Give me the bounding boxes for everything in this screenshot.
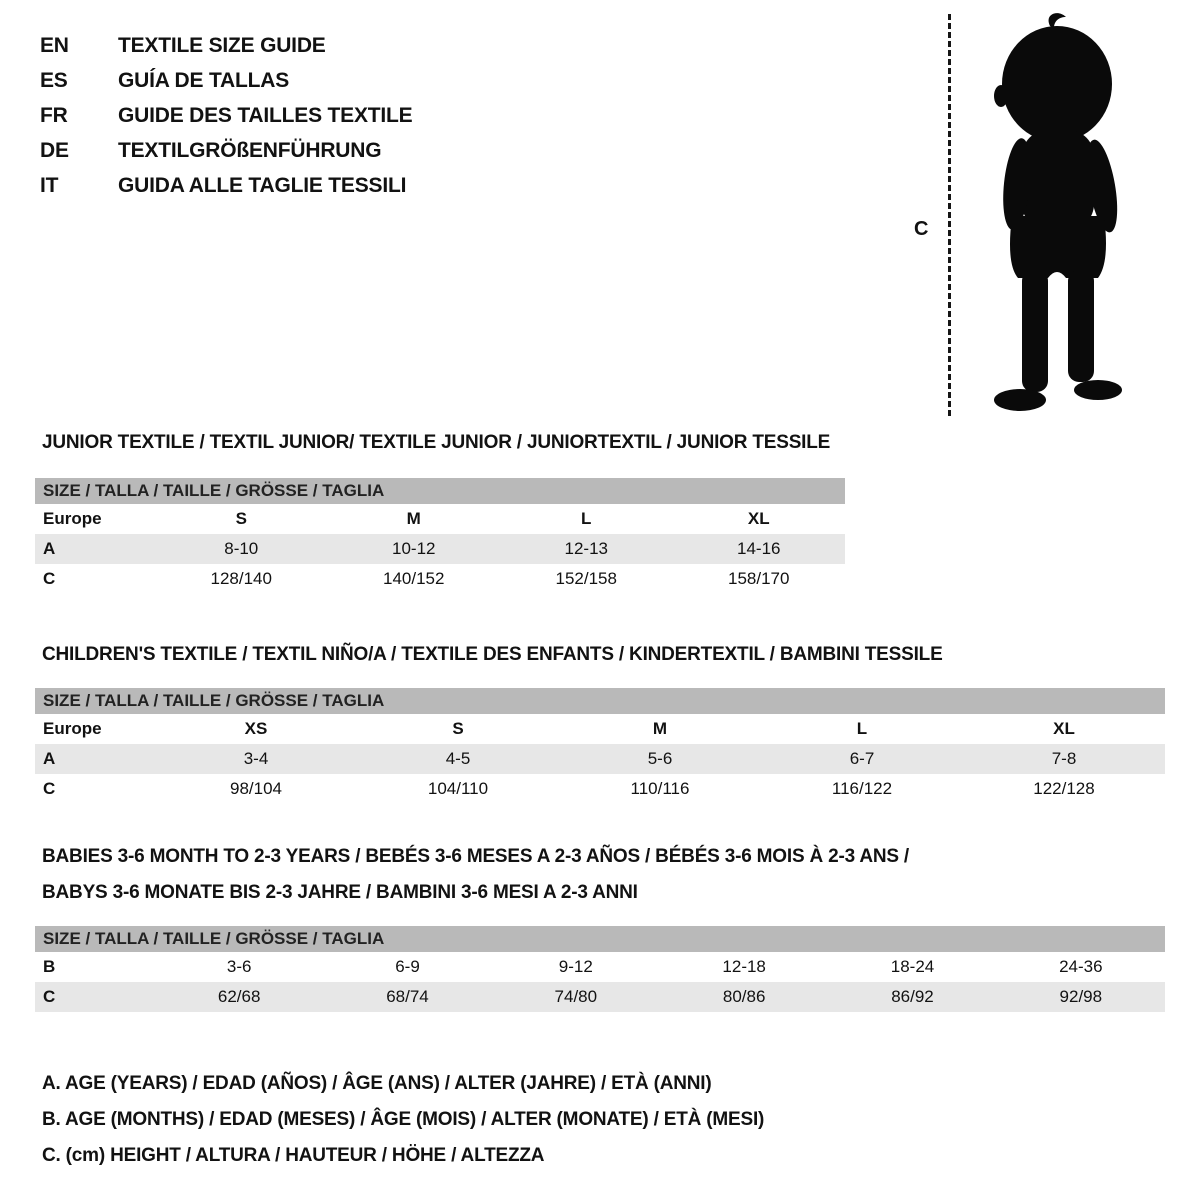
row-label-cell: C [43,987,56,1006]
value-cell: 62/68 [217,987,261,1006]
language-label: TEXTILE SIZE GUIDE [118,33,326,57]
value-cell: 10-12 [392,539,436,558]
row-label-cell: Europe [43,509,102,528]
legend-line-a: A. AGE (YEARS) / EDAD (AÑOS) / ÂGE (ANS) / ALTER (JAHRE) / ETÀ (ANNI) [42,1073,712,1094]
table-row-months [35,952,1165,982]
size-cell: XL [747,509,770,528]
value-cell: 12-13 [564,539,608,558]
value-cell: 9-12 [558,957,593,976]
section-title-children: CHILDREN'S TEXTILE / TEXTIL NIÑO/A / TEXTILE DES ENFANTS / KINDERTEXTIL / BAMBINI TESSILE [42,644,943,665]
language-code: IT [40,173,59,197]
row-label-cell: C [43,569,56,588]
language-row [40,28,412,63]
section-title-babies-line1: BABIES 3-6 MONTH TO 2-3 YEARS / BEBÉS 3-6 MESES A 2-3 AÑOS / BÉBÉS 3-6 MOIS À 2-3 ANS / [42,846,910,867]
value-cell: 98/104 [230,779,282,798]
value-cell: 3-4 [243,749,269,768]
size-cell: S [235,509,247,528]
language-row [40,63,412,98]
children-size-table [35,688,1165,804]
language-code: EN [40,33,69,57]
section-title-babies-line2: BABYS 3-6 MONATE BIS 2-3 JAHRE / BAMBINI 3-6 MESI A 2-3 ANNI [42,882,638,903]
size-cell: XL [1053,719,1075,738]
height-dashed-line [948,14,951,416]
baby-silhouette [962,12,1147,420]
section-title-junior: JUNIOR TEXTILE / TEXTIL JUNIOR/ TEXTILE JUNIOR / JUNIORTEXTIL / JUNIOR TESSILE [42,432,831,453]
value-cell: 110/116 [630,779,690,798]
value-cell: 5-6 [647,749,673,768]
table-row-age [35,744,1165,774]
table-row-height [35,774,1165,804]
value-cell: 122/128 [1033,779,1095,798]
value-cell: 3-6 [226,957,252,976]
language-row [40,98,412,133]
legend [42,1066,764,1174]
language-code: DE [40,138,69,162]
height-measurement-figure [900,12,1170,426]
table-row-height [35,982,1165,1012]
row-label-cell: Europe [43,719,102,738]
language-list [40,28,412,203]
value-cell: 128/140 [210,569,272,588]
value-cell: 14-16 [737,539,781,558]
value-cell: 104/110 [427,779,489,798]
language-code: ES [40,68,68,92]
language-label: GUIDA ALLE TAGLIE TESSILI [118,173,407,197]
legend-line-c: C. (cm) HEIGHT / ALTURA / HAUTEUR / HÖHE / ALTEZZA [42,1145,545,1166]
table-row-height [35,564,845,594]
size-cell: XS [244,719,268,738]
table-row-age [35,534,845,564]
row-label-cell: A [43,749,56,768]
value-cell: 12-18 [722,957,766,976]
size-cell: L [856,719,868,738]
table-size-header: SIZE / TALLA / TAILLE / GRÖSSE / TAGLIA [35,478,845,504]
value-cell: 116/122 [831,779,893,798]
value-cell: 74/80 [554,987,598,1006]
language-label: GUÍA DE TALLAS [118,68,290,92]
value-cell: 8-10 [224,539,259,558]
junior-size-table [35,478,845,594]
table-row-europe [35,504,845,534]
table-size-header: SIZE / TALLA / TAILLE / GRÖSSE / TAGLIA [35,926,1165,952]
size-cell: M [652,719,668,738]
row-label-cell: A [43,539,56,558]
value-cell: 158/170 [728,569,790,588]
value-cell: 140/152 [383,569,445,588]
value-cell: 18-24 [890,957,935,976]
language-row [40,168,412,203]
value-cell: 80/86 [722,987,766,1006]
value-cell: 4-5 [445,749,471,768]
value-cell: 152/158 [555,569,617,588]
table-size-header: SIZE / TALLA / TAILLE / GRÖSSE / TAGLIA [35,688,1165,714]
babies-size-table [35,926,1165,1012]
value-cell: 24-36 [1059,957,1103,976]
size-cell: L [581,509,592,528]
value-cell: 86/92 [891,987,934,1006]
legend-line-b: B. AGE (MONTHS) / EDAD (MESES) / ÂGE (MOIS) / ALTER (MONATE) / ETÀ (MESI) [42,1109,765,1130]
value-cell: 68/74 [386,987,429,1006]
value-cell: 6-7 [849,749,875,768]
table-row-europe [35,714,1165,744]
value-cell: 6-9 [395,957,420,976]
row-label-cell: B [43,957,56,976]
value-cell: 92/98 [1059,987,1103,1006]
language-code: FR [40,103,68,127]
value-cell: 7-8 [1051,749,1077,768]
size-cell: M [406,509,421,528]
language-row [40,133,412,168]
size-cell: S [452,719,464,738]
language-label: GUIDE DES TAILLES TEXTILE [118,103,413,127]
language-label: TEXTILGRÖßENFÜHRUNG [118,138,382,162]
height-marker-label: C [914,218,929,240]
row-label-cell: C [43,779,56,798]
